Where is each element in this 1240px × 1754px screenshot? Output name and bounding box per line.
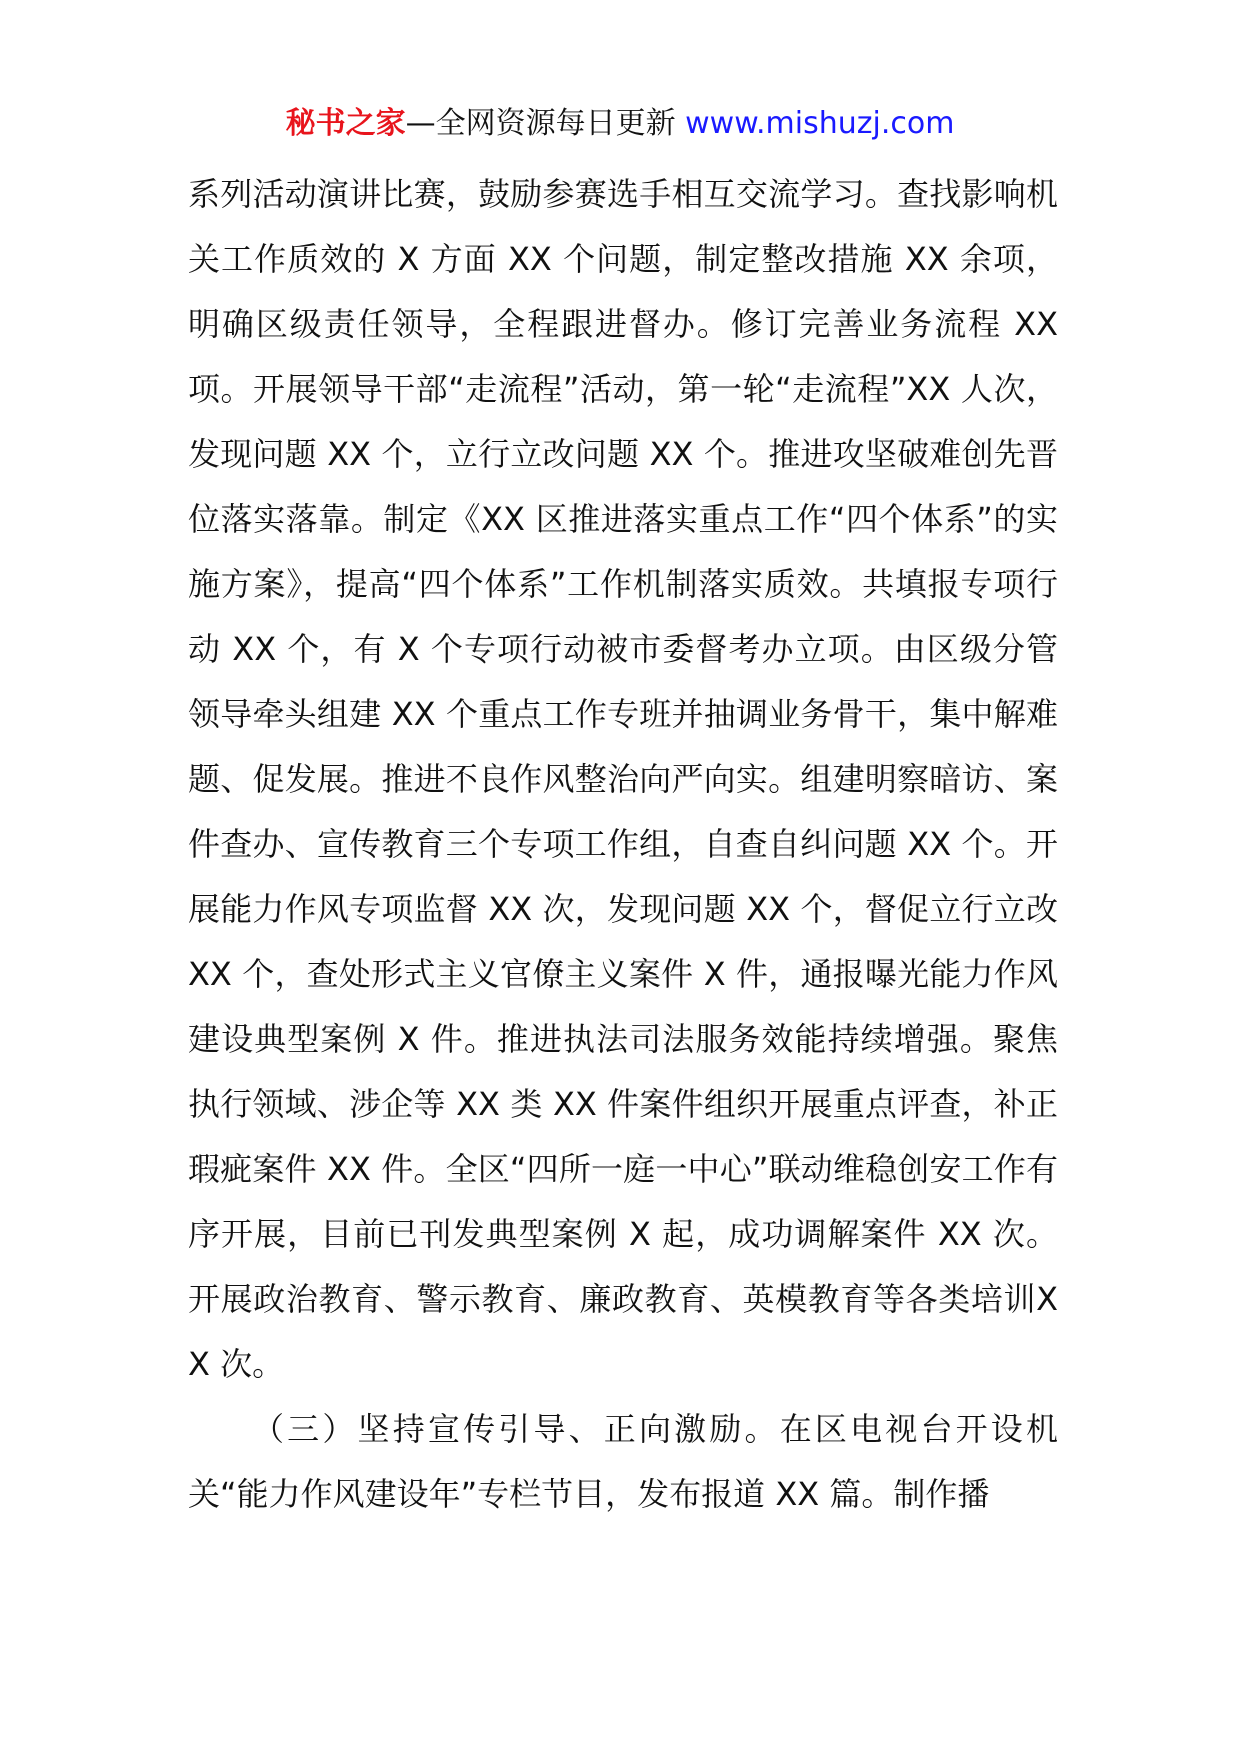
website-link[interactable]: www.mishuzj.com bbox=[685, 106, 955, 141]
body-paragraph-1: 系列活动演讲比赛，鼓励参赛选手相互交流学习。查找影响机关工作质效的 X 方面 XX 个问题，制定整改措施 XX 余项，明确区级责任领导，全程跟进督办。修订完善业务流程 XX 项。开展领导干部“走流程”活动，第一轮“走流程”XX 人次，发现问题 XX 个，立行立改问题 XX 个。推进攻坚破难创先晋位落实落靠。制定《XX 区推进落实重点工作“四个体系”的实施方案》，提高“四个体系”工作机制落实质效。共填报专项行动 XX 个，有 X 个专项行动被市委督考办立项。由区级分管领导牵头组建 XX 个重点工作专班并抽调业务骨干，集中解难题、促发展。推进不良作风整治向严向实。组建明察暗访、案件查办、宣传教育三个专项工作组，自查自纠问题 XX 个。开展能力作风专项监督 XX 次，发现问题 XX 个，督促立行立改 XX 个，查处形式主义官僚主义案件 X 件，通报曝光能力作风建设典型案例 X 件。推进执法司法服务效能持续增强。聚焦执行领域、涉企等 XX 类 XX 件案件组织开展重点评查，补正瑕疵案件 XX 件。全区“四所一庭一中心”联动维稳创安工作有序开展，目前已刊发典型案例 X 起，成功调解案件 XX 次。开展政治教育、警示教育、廉政教育、英模教育等各类培训XX 次。 bbox=[188, 175, 1058, 1383]
document-body bbox=[188, 162, 1058, 1527]
body-paragraph-2: （三）坚持宣传引导、正向激励。在区电视台开设机关“能力作风建设年”专栏节目，发布报道 XX 篇。制作播 bbox=[188, 1410, 1058, 1513]
brand-name: 秘书之家 bbox=[285, 106, 406, 141]
page-header bbox=[0, 98, 1240, 150]
header-tagline: —全网资源每日更新 bbox=[405, 106, 676, 141]
